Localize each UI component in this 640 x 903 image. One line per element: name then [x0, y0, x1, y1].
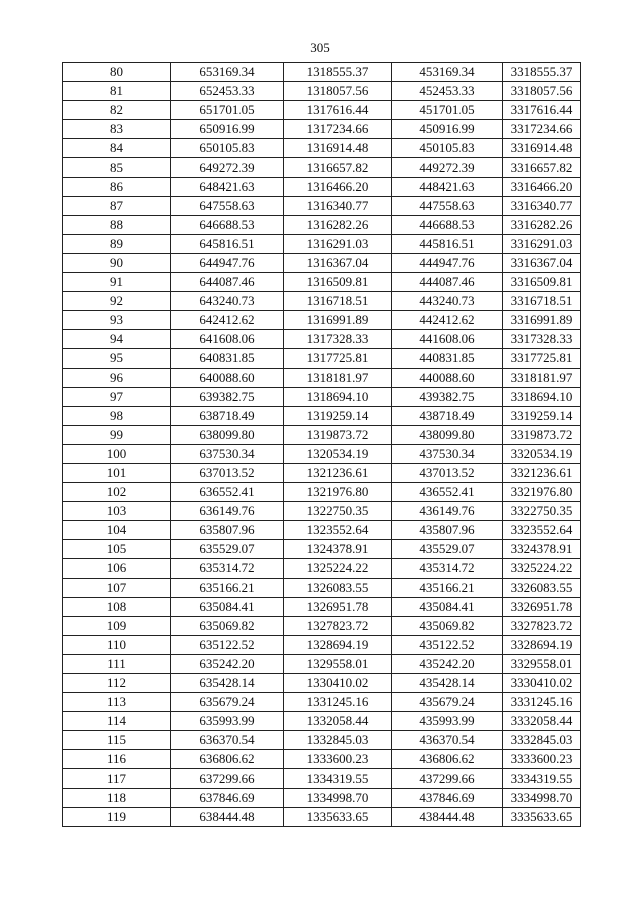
- table-cell: 1334998.70: [284, 788, 392, 807]
- table-row: [63, 769, 581, 788]
- page-number: 305: [310, 40, 330, 55]
- table-cell: 635807.96: [171, 521, 284, 540]
- table-cell: 1331245.16: [284, 693, 392, 712]
- table-cell: 450105.83: [392, 139, 503, 158]
- table-cell: 3317616.44: [503, 101, 581, 120]
- table-cell: 440088.60: [392, 368, 503, 387]
- table-row: [63, 444, 581, 463]
- table-cell: 81: [63, 82, 171, 101]
- table-cell: 3330410.02: [503, 674, 581, 693]
- table-row: [63, 273, 581, 292]
- table-cell: 641608.06: [171, 330, 284, 349]
- table-cell: 3324378.91: [503, 540, 581, 559]
- table-cell: 1316282.26: [284, 215, 392, 234]
- table-cell: 436806.62: [392, 750, 503, 769]
- table-cell: 1324378.91: [284, 540, 392, 559]
- table-cell: 637530.34: [171, 444, 284, 463]
- table-cell: 447558.63: [392, 196, 503, 215]
- table-cell: 638444.48: [171, 807, 284, 826]
- table-cell: 96: [63, 368, 171, 387]
- table-row: [63, 502, 581, 521]
- table-cell: 642412.62: [171, 311, 284, 330]
- table-cell: 635679.24: [171, 693, 284, 712]
- table-row: [63, 559, 581, 578]
- table-row: [63, 750, 581, 769]
- table-cell: 3316914.48: [503, 139, 581, 158]
- table-cell: 435069.82: [392, 616, 503, 635]
- table-cell: 3326083.55: [503, 578, 581, 597]
- table-row: [63, 406, 581, 425]
- table-cell: 3325224.22: [503, 559, 581, 578]
- table-cell: 3323552.64: [503, 521, 581, 540]
- table-cell: 3316367.04: [503, 253, 581, 272]
- table-cell: 1316914.48: [284, 139, 392, 158]
- table-cell: 637846.69: [171, 788, 284, 807]
- table-cell: 438099.80: [392, 425, 503, 444]
- table-row: [63, 139, 581, 158]
- table-cell: 1316718.51: [284, 292, 392, 311]
- table-cell: 117: [63, 769, 171, 788]
- table-cell: 635993.99: [171, 712, 284, 731]
- table-cell: 646688.53: [171, 215, 284, 234]
- table-cell: 1322750.35: [284, 502, 392, 521]
- table-row: [63, 483, 581, 502]
- table-cell: 442412.62: [392, 311, 503, 330]
- table-cell: 635084.41: [171, 597, 284, 616]
- table-cell: 435122.52: [392, 635, 503, 654]
- table-row: [63, 635, 581, 654]
- table-cell: 636370.54: [171, 731, 284, 750]
- table-row: [63, 597, 581, 616]
- table-cell: 3319873.72: [503, 425, 581, 444]
- table-cell: 3321236.61: [503, 463, 581, 482]
- table-cell: 649272.39: [171, 158, 284, 177]
- table-cell: 3316282.26: [503, 215, 581, 234]
- table-cell: 3316509.81: [503, 273, 581, 292]
- table-cell: 637299.66: [171, 769, 284, 788]
- table-cell: 97: [63, 387, 171, 406]
- table-cell: 1326083.55: [284, 578, 392, 597]
- table-cell: 3320534.19: [503, 444, 581, 463]
- table-cell: 115: [63, 731, 171, 750]
- table-cell: 635242.20: [171, 654, 284, 673]
- table-cell: 650916.99: [171, 120, 284, 139]
- table-cell: 3333600.23: [503, 750, 581, 769]
- table-cell: 445816.51: [392, 234, 503, 253]
- table-row: [63, 177, 581, 196]
- table-cell: 653169.34: [171, 63, 284, 82]
- table-row: [63, 158, 581, 177]
- table-cell: 107: [63, 578, 171, 597]
- table-cell: 643240.73: [171, 292, 284, 311]
- table-cell: 644947.76: [171, 253, 284, 272]
- table-cell: 3335633.65: [503, 807, 581, 826]
- table-cell: 83: [63, 120, 171, 139]
- table-cell: 3316991.89: [503, 311, 581, 330]
- table-cell: 1332845.03: [284, 731, 392, 750]
- table-cell: 439382.75: [392, 387, 503, 406]
- table-cell: 436370.54: [392, 731, 503, 750]
- table-cell: 1325224.22: [284, 559, 392, 578]
- table-cell: 450916.99: [392, 120, 503, 139]
- table-cell: 435084.41: [392, 597, 503, 616]
- table-cell: 636806.62: [171, 750, 284, 769]
- table-cell: 91: [63, 273, 171, 292]
- table-cell: 104: [63, 521, 171, 540]
- table-row: [63, 368, 581, 387]
- table-cell: 86: [63, 177, 171, 196]
- table-cell: 112: [63, 674, 171, 693]
- table-cell: 1321236.61: [284, 463, 392, 482]
- table-cell: 114: [63, 712, 171, 731]
- table-cell: 1316466.20: [284, 177, 392, 196]
- table-cell: 111: [63, 654, 171, 673]
- table-cell: 1316991.89: [284, 311, 392, 330]
- table-cell: 446688.53: [392, 215, 503, 234]
- table-cell: 638099.80: [171, 425, 284, 444]
- table-row: [63, 731, 581, 750]
- table-cell: 437846.69: [392, 788, 503, 807]
- table-cell: 3327823.72: [503, 616, 581, 635]
- table-cell: 116: [63, 750, 171, 769]
- table-cell: 110: [63, 635, 171, 654]
- table-cell: 1316509.81: [284, 273, 392, 292]
- table-cell: 87: [63, 196, 171, 215]
- table-cell: 3316657.82: [503, 158, 581, 177]
- table-row: [63, 101, 581, 120]
- table-row: [63, 196, 581, 215]
- table-cell: 3318057.56: [503, 82, 581, 101]
- table-cell: 3331245.16: [503, 693, 581, 712]
- table-cell: 93: [63, 311, 171, 330]
- table-row: [63, 387, 581, 406]
- table-cell: 1316340.77: [284, 196, 392, 215]
- table-cell: 101: [63, 463, 171, 482]
- table-cell: 3317234.66: [503, 120, 581, 139]
- table-cell: 650105.83: [171, 139, 284, 158]
- table-row: [63, 693, 581, 712]
- table-cell: 99: [63, 425, 171, 444]
- table-row: [63, 330, 581, 349]
- table-cell: 1321976.80: [284, 483, 392, 502]
- table-row: [63, 463, 581, 482]
- table-cell: 638718.49: [171, 406, 284, 425]
- table-row: [63, 654, 581, 673]
- table-cell: 84: [63, 139, 171, 158]
- table-row: [63, 788, 581, 807]
- table-cell: 1320534.19: [284, 444, 392, 463]
- table-cell: 3332058.44: [503, 712, 581, 731]
- table-row: [63, 712, 581, 731]
- table-cell: 444947.76: [392, 253, 503, 272]
- table-cell: 3316340.77: [503, 196, 581, 215]
- table-cell: 92: [63, 292, 171, 311]
- table-cell: 94: [63, 330, 171, 349]
- table-row: [63, 349, 581, 368]
- coordinates-table: [62, 62, 581, 827]
- table-cell: 635069.82: [171, 616, 284, 635]
- table-cell: 635428.14: [171, 674, 284, 693]
- table-cell: 438444.48: [392, 807, 503, 826]
- table-row: [63, 253, 581, 272]
- table-cell: 435807.96: [392, 521, 503, 540]
- table-cell: 3334998.70: [503, 788, 581, 807]
- table-cell: 443240.73: [392, 292, 503, 311]
- table-cell: 452453.33: [392, 82, 503, 101]
- table-cell: 640088.60: [171, 368, 284, 387]
- table-cell: 453169.34: [392, 63, 503, 82]
- table-cell: 651701.05: [171, 101, 284, 120]
- table-cell: 95: [63, 349, 171, 368]
- table-cell: 435993.99: [392, 712, 503, 731]
- table-row: [63, 807, 581, 826]
- table-cell: 1327823.72: [284, 616, 392, 635]
- table-cell: 109: [63, 616, 171, 635]
- table-row: [63, 311, 581, 330]
- table-cell: 1323552.64: [284, 521, 392, 540]
- table-cell: 1318694.10: [284, 387, 392, 406]
- table-cell: 1317234.66: [284, 120, 392, 139]
- table-cell: 1316367.04: [284, 253, 392, 272]
- table-cell: 118: [63, 788, 171, 807]
- table-cell: 1318555.37: [284, 63, 392, 82]
- table-cell: 3328694.19: [503, 635, 581, 654]
- table-cell: 1333600.23: [284, 750, 392, 769]
- table-cell: 1316657.82: [284, 158, 392, 177]
- table-row: [63, 521, 581, 540]
- table-cell: 82: [63, 101, 171, 120]
- table-cell: 105: [63, 540, 171, 559]
- table-cell: 435679.24: [392, 693, 503, 712]
- table-cell: 3334319.55: [503, 769, 581, 788]
- table-cell: 3322750.35: [503, 502, 581, 521]
- table-cell: 3318181.97: [503, 368, 581, 387]
- table-cell: 3329558.01: [503, 654, 581, 673]
- table-cell: 103: [63, 502, 171, 521]
- table-cell: 1318181.97: [284, 368, 392, 387]
- table-cell: 85: [63, 158, 171, 177]
- table-cell: 100: [63, 444, 171, 463]
- table-cell: 652453.33: [171, 82, 284, 101]
- table-cell: 435242.20: [392, 654, 503, 673]
- table-row: [63, 425, 581, 444]
- table-cell: 3332845.03: [503, 731, 581, 750]
- table-cell: 98: [63, 406, 171, 425]
- table-cell: 108: [63, 597, 171, 616]
- table-cell: 3316291.03: [503, 234, 581, 253]
- table-cell: 639382.75: [171, 387, 284, 406]
- table-cell: 106: [63, 559, 171, 578]
- table-cell: 80: [63, 63, 171, 82]
- table-cell: 449272.39: [392, 158, 503, 177]
- table-cell: 1332058.44: [284, 712, 392, 731]
- table-cell: 1328694.19: [284, 635, 392, 654]
- table-row: [63, 578, 581, 597]
- table-cell: 1326951.78: [284, 597, 392, 616]
- table-cell: 440831.85: [392, 349, 503, 368]
- table-row: [63, 82, 581, 101]
- table-cell: 88: [63, 215, 171, 234]
- table-cell: 635166.21: [171, 578, 284, 597]
- table-cell: 435529.07: [392, 540, 503, 559]
- table-cell: 437299.66: [392, 769, 503, 788]
- table-cell: 1317328.33: [284, 330, 392, 349]
- table-cell: 441608.06: [392, 330, 503, 349]
- table-cell: 451701.05: [392, 101, 503, 120]
- table-cell: 448421.63: [392, 177, 503, 196]
- table-cell: 644087.46: [171, 273, 284, 292]
- table-cell: 1317725.81: [284, 349, 392, 368]
- table-cell: 636552.41: [171, 483, 284, 502]
- table-cell: 435428.14: [392, 674, 503, 693]
- table-cell: 438718.49: [392, 406, 503, 425]
- table-row: [63, 215, 581, 234]
- table-cell: 635122.52: [171, 635, 284, 654]
- table-row: [63, 63, 581, 82]
- table-cell: 1316291.03: [284, 234, 392, 253]
- table-cell: 640831.85: [171, 349, 284, 368]
- table-cell: 648421.63: [171, 177, 284, 196]
- table-cell: 444087.46: [392, 273, 503, 292]
- table-cell: 436149.76: [392, 502, 503, 521]
- table-cell: 645816.51: [171, 234, 284, 253]
- table-body: [63, 63, 581, 827]
- table-cell: 635529.07: [171, 540, 284, 559]
- table-cell: 89: [63, 234, 171, 253]
- table-row: [63, 616, 581, 635]
- table-cell: 3321976.80: [503, 483, 581, 502]
- table-cell: 1319259.14: [284, 406, 392, 425]
- table-row: [63, 674, 581, 693]
- table-cell: 3318694.10: [503, 387, 581, 406]
- table-row: [63, 292, 581, 311]
- table-row: [63, 120, 581, 139]
- table-cell: 3317725.81: [503, 349, 581, 368]
- table-cell: 647558.63: [171, 196, 284, 215]
- table-cell: 436552.41: [392, 483, 503, 502]
- table-cell: 1330410.02: [284, 674, 392, 693]
- table-cell: 437013.52: [392, 463, 503, 482]
- table-cell: 3317328.33: [503, 330, 581, 349]
- table-cell: 1317616.44: [284, 101, 392, 120]
- table-cell: 1318057.56: [284, 82, 392, 101]
- table-cell: 1329558.01: [284, 654, 392, 673]
- table-cell: 3316466.20: [503, 177, 581, 196]
- table-cell: 3318555.37: [503, 63, 581, 82]
- table-cell: 637013.52: [171, 463, 284, 482]
- table-cell: 635314.72: [171, 559, 284, 578]
- table-cell: 1334319.55: [284, 769, 392, 788]
- table-cell: 1319873.72: [284, 425, 392, 444]
- table-cell: 119: [63, 807, 171, 826]
- table-cell: 636149.76: [171, 502, 284, 521]
- table-cell: 3316718.51: [503, 292, 581, 311]
- table-cell: 3319259.14: [503, 406, 581, 425]
- table-cell: 90: [63, 253, 171, 272]
- table-cell: 3326951.78: [503, 597, 581, 616]
- table-cell: 102: [63, 483, 171, 502]
- table-cell: 435166.21: [392, 578, 503, 597]
- table-row: [63, 540, 581, 559]
- table-cell: 435314.72: [392, 559, 503, 578]
- table-cell: 1335633.65: [284, 807, 392, 826]
- table-row: [63, 234, 581, 253]
- table-cell: 113: [63, 693, 171, 712]
- table-cell: 437530.34: [392, 444, 503, 463]
